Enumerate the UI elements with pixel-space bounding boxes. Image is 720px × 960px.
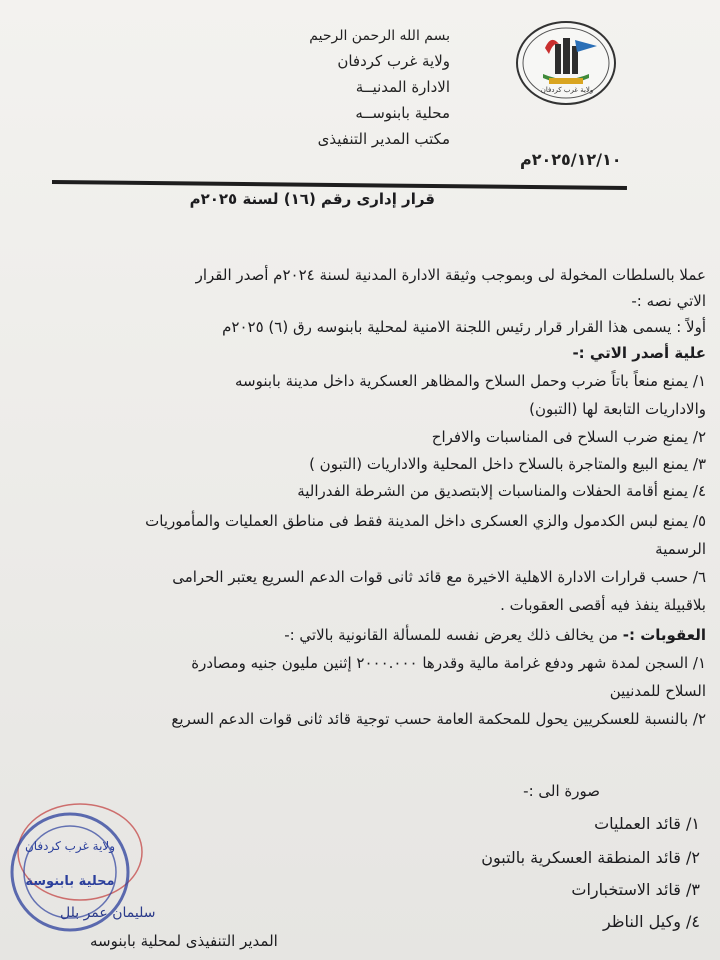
header-state: ولاية غرب كردفان (337, 52, 450, 70)
item-4: ٤/ يمنع أقامة الحفلات والمناسبات إلابتصديق من الشرطة الفدرالية (297, 482, 706, 500)
item-1-line-2: والاداريات التابعة لها (التبون) (529, 400, 706, 418)
item-6-line-2: بلاقبيلة ينفذ فيه أقصى العقوبات . (500, 596, 706, 614)
header-locality: محلية بابنوســه (355, 104, 450, 122)
penalties-paragraph (284, 626, 706, 644)
decision-title: قرار إدارى رقم (١٦) لسنة ٢٠٢٥م (189, 190, 435, 208)
stamp-top-text: ولاية غرب كردفان (24, 839, 116, 853)
header-administration: الادارة المدنيــة (355, 78, 450, 96)
item-5-line-1: ٥/ يمنع لبس الكدمول والزي العسكرى داخل المدينة فقط فى مناطق العمليات والمأموريات (145, 512, 706, 530)
first-clause: أولاً : يسمى هذا القرار قرار رئيس اللجنة الامنية لمحلية بابنوسه رق (٦) ٢٠٢٥م (222, 318, 706, 336)
penalty-1-line-2: السلاح للمدنيين (609, 682, 706, 700)
signatory-name: سليمان عمر بلل (60, 905, 156, 921)
copy-item-4: ٤/ وكيل الناظر (602, 912, 700, 931)
intro-line-1: عملا بالسلطات المخولة لى وبموجب وثيقة الادارة المدنية لسنة ٢٠٢٤م أصدر القرار (195, 266, 706, 284)
basmala: بسم الله الرحمن الرحيم (309, 28, 450, 44)
stamp-middle-text: محلية بابنوسة (25, 874, 115, 889)
copy-item-1: ١/ قائد العمليات (594, 814, 700, 833)
item-6-line-1: ٦/ حسب قرارات الادارة الاهلية الاخيرة مع قائد ثانى قوات الدعم السريع يعتبر الحرامى (172, 568, 706, 586)
penalties-label: العقوبات :- (622, 626, 706, 644)
header-office: مكتب المدير التنفيذى (317, 130, 450, 148)
copy-item-2: ٢/ قائد المنطقة العسكرية بالتبون (481, 848, 700, 867)
logo-caption: ولاية غرب كردفان (540, 86, 594, 94)
copies-heading: صورة الى :- (523, 782, 600, 800)
signatory-title: المدير التنفيذى لمحلية بابنوسه (90, 932, 278, 950)
penalties-text: من يخالف ذلك يعرض نفسه للمسألة القانونية بالاتي :- (284, 626, 623, 644)
header-divider (52, 180, 627, 190)
item-5-line-2: الرسمية (655, 540, 706, 558)
intro-line-2: الاتي نصه :- (631, 292, 706, 310)
item-2: ٢/ يمنع ضرب السلاح فى المناسبات والافراح (431, 428, 706, 446)
item-3: ٣/ يمنع البيع والمتاجرة بالسلاح داخل المحلية والاداريات (التبون ) (309, 455, 706, 473)
document-date: ٢٠٢٥/١٢/١٠م (520, 150, 622, 169)
decision-heading: علية أصدر الاتي :- (572, 344, 706, 362)
penalty-2: ٢/ بالنسبة للعسكريين يحول للمحكمة العامة حسب توجية قائد ثانى قوات الدعم السريع (171, 710, 706, 728)
copy-item-3: ٣/ قائد الاستخبارات (571, 880, 700, 899)
item-1-line-1: ١/ يمنع منعاً باتاً ضرب وحمل السلاح والمظاهر العسكرية داخل مدينة بابنوسه (235, 372, 706, 390)
penalty-1-line-1: ١/ السجن لمدة شهر ودفع غرامة مالية وقدرها ٢٠٠٠.٠٠٠ إثنين مليون جنيه ومصادرة (191, 654, 706, 672)
